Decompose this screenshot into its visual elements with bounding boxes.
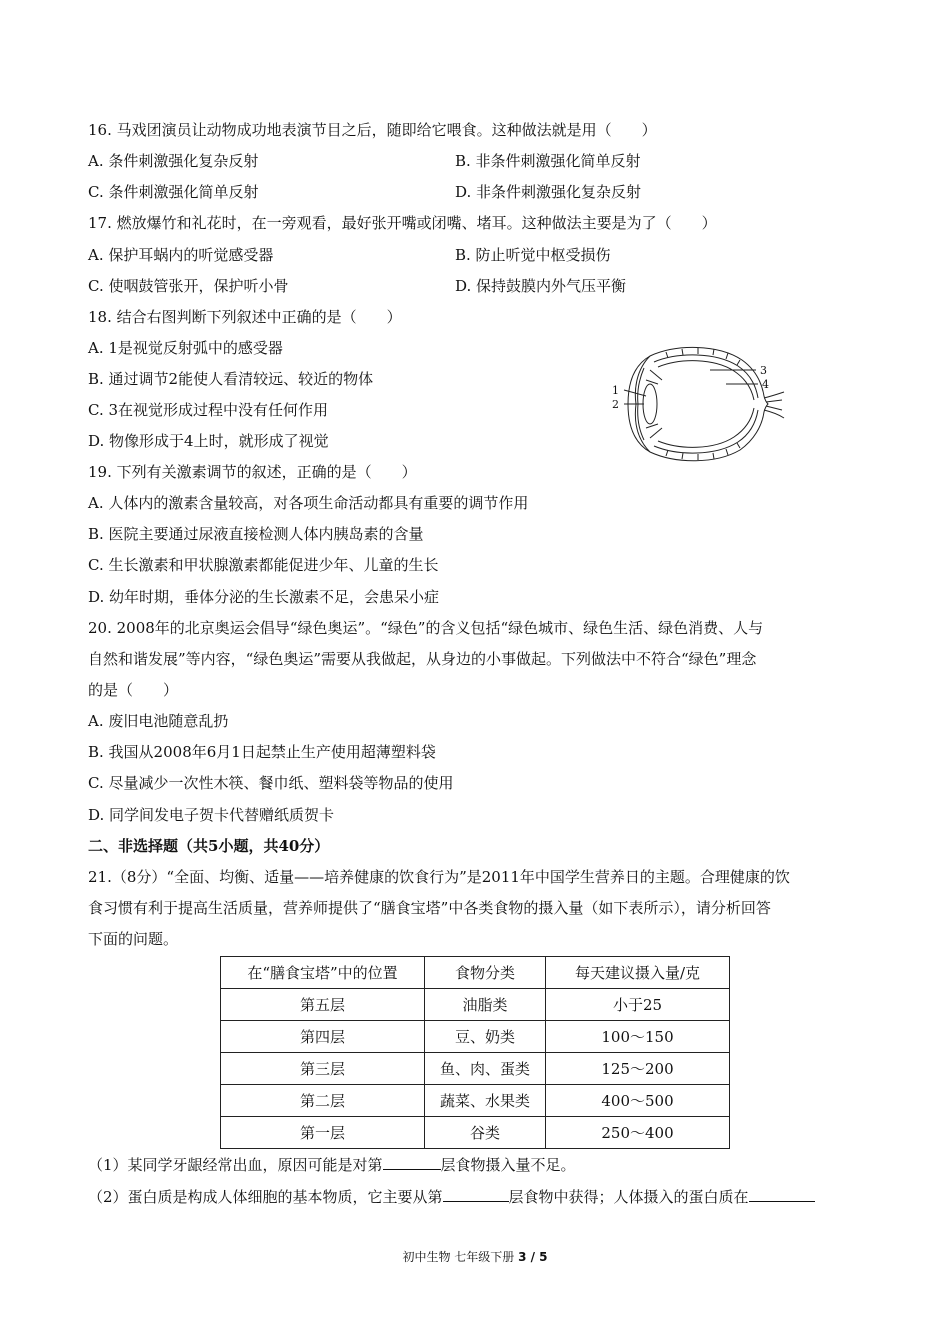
table-cell: 第三层 [221, 1053, 425, 1085]
page-footer [0, 1248, 950, 1265]
q18-option-a: A. 1是视觉反射弧中的感受器 [88, 339, 283, 357]
table-cell: 蔬菜、水果类 [425, 1085, 546, 1117]
eye-label-3: 3 [760, 364, 767, 377]
food-pyramid-table [220, 956, 730, 1149]
q16-option-a: A. 条件刺激强化复杂反射 [88, 152, 259, 170]
table-cell: 豆、奶类 [425, 1021, 546, 1053]
q18-option-d: D. 物像形成于4上时，就形成了视觉 [88, 432, 329, 450]
footer-page-number: 3 / 5 [518, 1250, 548, 1264]
table-cell: 400～500 [546, 1085, 730, 1117]
q16-option-c: C. 条件刺激强化简单反射 [88, 183, 259, 201]
q21-sub2-prefix: （2）蛋白质是构成人体细胞的基本物质，它主要从第 [88, 1188, 443, 1206]
table-row [221, 1085, 730, 1117]
table-row [221, 1117, 730, 1149]
q20-stem-line1: 20. 2008年的北京奥运会倡导“绿色奥运”。“绿色”的含义包括“绿色城市、绿色生活、绿色消费、人与 [88, 619, 764, 637]
q21-sub2 [88, 1186, 815, 1207]
q20-option-d: D. 同学间发电子贺卡代替赠纸质贺卡 [88, 806, 335, 824]
table-cell: 鱼、肉、蛋类 [425, 1053, 546, 1085]
table-header-cell: 在“膳食宝塔”中的位置 [221, 957, 425, 989]
answer-blank[interactable] [383, 1154, 441, 1170]
q21-stem-line3: 下面的问题。 [88, 930, 179, 948]
q20-stem-line2: 自然和谐发展”等内容，“绿色奥运”需要从我做起，从身边的小事做起。下列做法中不符合“绿色”理念 [88, 650, 757, 668]
q21-sub1-suffix: 层食物摄入量不足。 [440, 1156, 576, 1174]
q19-option-d: D. 幼年时期，垂体分泌的生长激素不足，会患呆小症 [88, 588, 440, 606]
q19-option-a: A. 人体内的激素含量较高，对各项生命活动都具有重要的调节作用 [88, 494, 529, 512]
q19-stem: 19. 下列有关激素调节的叙述，正确的是（ ） [88, 463, 417, 481]
q17-option-a: A. 保护耳蜗内的听觉感受器 [88, 246, 274, 264]
q21-sub1 [88, 1154, 576, 1175]
q18-option-c: C. 3在视觉形成过程中没有任何作用 [88, 401, 329, 419]
table-cell: 谷类 [425, 1117, 546, 1149]
table-cell: 250～400 [546, 1117, 730, 1149]
q20-option-b: B. 我国从2008年6月1日起禁止生产使用超薄塑料袋 [88, 743, 436, 761]
q19-option-c: C. 生长激素和甲状腺激素都能促进少年、儿童的生长 [88, 556, 439, 574]
footer-subject: 初中生物 七年级下册 [402, 1250, 519, 1264]
answer-blank[interactable] [443, 1186, 509, 1202]
table-cell: 第五层 [221, 989, 425, 1021]
q18-stem: 18. 结合右图判断下列叙述中正确的是（ ） [88, 308, 402, 326]
q21-sub1-prefix: （1）某同学牙龈经常出血，原因可能是对第 [88, 1156, 383, 1174]
section-heading: 二、非选择题（共5小题，共40分） [88, 837, 330, 855]
table-row [221, 1021, 730, 1053]
eye-label-4: 4 [762, 378, 769, 391]
eye-label-1: 1 [612, 384, 619, 397]
table-header-row [221, 957, 730, 989]
table-cell: 小于25 [546, 989, 730, 1021]
table-cell: 100～150 [546, 1021, 730, 1053]
q17-stem: 17. 燃放爆竹和礼花时，在一旁观看，最好张开嘴或闭嘴、堵耳。这种做法主要是为了（ ） [88, 214, 717, 232]
table-cell: 第四层 [221, 1021, 425, 1053]
q21-stem-line1: 21.（8分）“全面、均衡、适量——培养健康的饮食行为”是2011年中国学生营养日的主题。合理健康的饮 [88, 868, 790, 886]
eyeball-diagram [606, 340, 786, 468]
q17-option-b: B. 防止听觉中枢受损伤 [455, 246, 611, 264]
table-cell: 第二层 [221, 1085, 425, 1117]
q16-stem: 16. 马戏团演员让动物成功地表演节目之后，随即给它喂食。这种做法就是用（ ） [88, 121, 657, 139]
table-row [221, 989, 730, 1021]
table-cell: 125～200 [546, 1053, 730, 1085]
q20-option-a: A. 废旧电池随意乱扔 [88, 712, 229, 730]
q16-option-b: B. 非条件刺激强化简单反射 [455, 152, 641, 170]
q21-sub2-middle: 层食物中获得；人体摄入的蛋白质在 [508, 1188, 749, 1206]
q16-option-d: D. 非条件刺激强化复杂反射 [455, 183, 642, 201]
q20-stem-line3: 的是（ ） [88, 681, 179, 699]
q20-option-c: C. 尽量减少一次性木筷、餐巾纸、塑料袋等物品的使用 [88, 774, 454, 792]
table-cell: 油脂类 [425, 989, 546, 1021]
q21-stem-line2: 食习惯有利于提高生活质量，营养师提供了“膳食宝塔”中各类食物的摄入量（如下表所示），请分析回答 [88, 899, 771, 917]
table-cell: 第一层 [221, 1117, 425, 1149]
table-row [221, 1053, 730, 1085]
q18-option-b: B. 通过调节2能使人看清较远、较近的物体 [88, 370, 374, 388]
table-header-cell: 食物分类 [425, 957, 546, 989]
q17-option-d: D. 保持鼓膜内外气压平衡 [455, 277, 627, 295]
q17-option-c: C. 使咽鼓管张开，保护听小骨 [88, 277, 289, 295]
table-header-cell: 每天建议摄入量/克 [546, 957, 730, 989]
eye-label-2: 2 [612, 398, 619, 411]
q19-option-b: B. 医院主要通过尿液直接检测人体内胰岛素的含量 [88, 525, 424, 543]
answer-blank[interactable] [749, 1186, 815, 1202]
